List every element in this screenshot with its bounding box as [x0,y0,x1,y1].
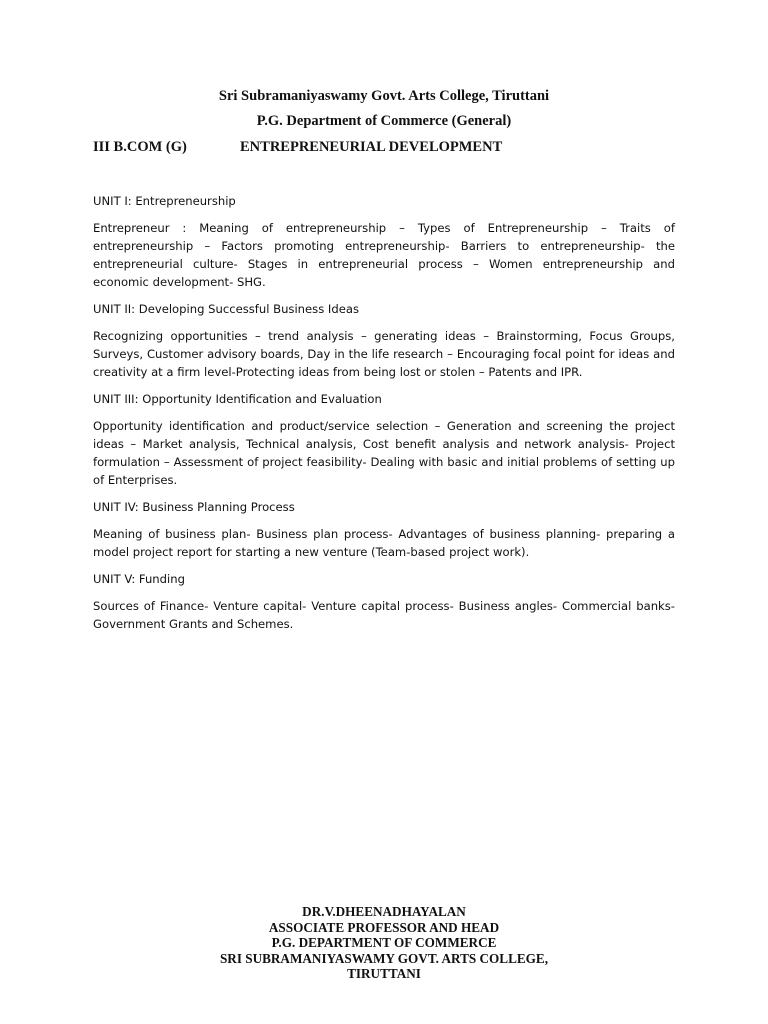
unit-section [93,192,675,291]
unit-body: Meaning of business plan- Business plan process- Advantages of business planning- preparing a model project report for starting a new venture (Team-based project work). [93,527,675,559]
signatory-department: P.G. DEPARTMENT OF COMMERCE [271,935,497,950]
unit-body: Sources of Finance- Venture capital- Venture capital process- Business angles- Commercial banks- Government Grants and Schemes. [93,599,675,631]
unit-section [93,300,675,381]
unit-title: UNIT II: Developing Successful Business Ideas [93,302,359,316]
unit-section [93,570,675,633]
signatory-designation: ASSOCIATE PROFESSOR AND HEAD [268,919,500,935]
college-name: Sri Subramaniyaswamy Govt. Arts College, Tiruttani [218,88,550,104]
unit-body: Recognizing opportunities – trend analysis – generating ideas – Brainstorming, Focus Groups, Surveys, Customer advisory boards, Day in the life research – Encouraging focal point for ideas and creativity at a firm level-Protecting ideas from being lost or stolen – Patents and IPR. [93,329,675,379]
signatory-college: SRI SUBRAMANIYASWAMY GOVT. ARTS COLLEGE, [219,950,549,966]
syllabus-content [93,192,675,642]
unit-title: UNIT I: Entrepreneurship [93,194,236,208]
unit-title: UNIT III: Opportunity Identification and Evaluation [93,392,382,406]
unit-body: Opportunity identification and product/service selection – Generation and screening the project ideas – Market analysis, Technical analysis, Cost benefit analysis and network analysis- Project formulation – Assessment of project feasibility- Dealing with basic and initial problems of setting up of Enterprises. [93,419,675,487]
signatory-place: TIRUTTANI [347,966,421,981]
course-title: ENTREPRENEURIAL DEVELOPMENT [240,139,503,155]
course-code: III B.COM (G) [93,139,187,155]
unit-section [93,390,675,489]
unit-title: UNIT V: Funding [93,572,185,586]
unit-title: UNIT IV: Business Planning Process [93,500,295,514]
unit-section [93,498,675,561]
department-name: P.G. Department of Commerce (General) [256,113,512,129]
signatory-name: DR.V.DHEENADHAYALAN [302,904,466,919]
signature-block [93,904,675,982]
unit-body: Entrepreneur : Meaning of entrepreneurship – Types of Entrepreneurship – Traits of entrepreneurship – Factors promoting entrepreneurship- Barriers to entrepreneurship- the entrepreneurial culture- Stages in entrepreneurial process – Women entrepreneurship and economic development- SHG. [93,221,675,289]
